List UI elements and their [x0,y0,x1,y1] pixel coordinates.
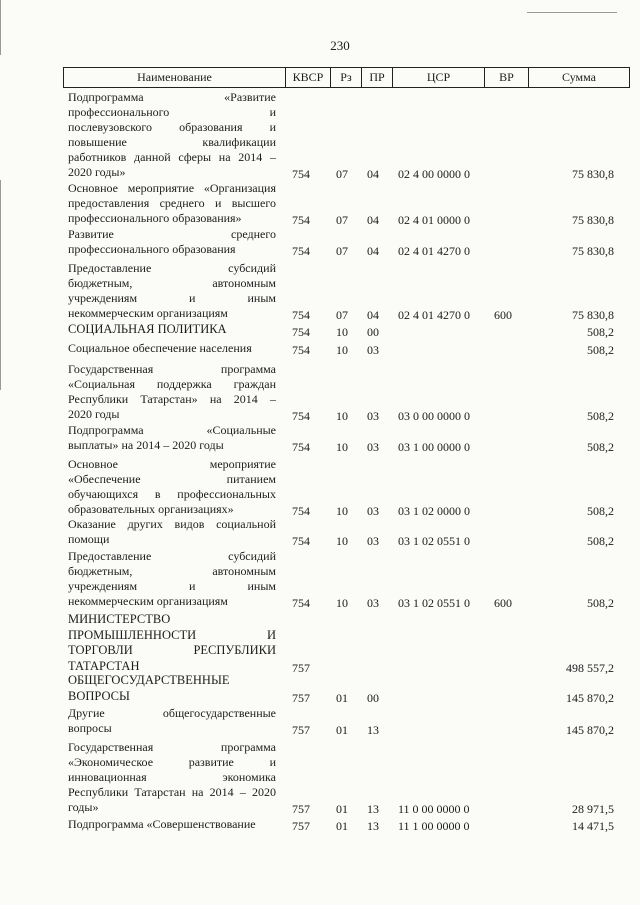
table-row [0,423,640,455]
row-name-line: ТОРГОВЛИ РЕСПУБЛИКИ [68,643,276,657]
pr-cell: 13 [367,819,379,833]
kvsr-cell: 754 [292,409,310,423]
pr-cell: 13 [367,802,379,816]
kvsr-cell: 754 [292,504,310,518]
csr-cell: 11 0 00 0000 0 [398,802,470,816]
row-name-line: «Обеспечение питанием [68,472,276,486]
row-name-line: Подпрограмма «Социальные [68,423,276,437]
row-name-line: Другие общегосударственные [68,706,276,720]
row-name [68,673,276,704]
sum-cell: 508,2 [587,596,614,610]
row-name [68,341,276,356]
kvsr-cell: 754 [292,213,310,227]
row-name-line: Республики Татарстан на 2014 – 2020 [68,785,276,799]
column-header-pr: ПР [361,68,392,87]
pr-cell: 03 [367,504,379,518]
rz-cell: 10 [336,409,348,423]
kvsr-cell: 757 [292,802,310,816]
sum-cell: 508,2 [587,534,614,548]
rz-cell: 07 [336,167,348,181]
kvsr-cell: 754 [292,244,310,258]
row-name-line: МИНИСТЕРСТВО [68,612,171,626]
column-header-vr: ВР [484,68,528,87]
table-row [0,362,640,424]
sum-cell: 498 557,2 [566,661,614,675]
pr-cell: 00 [367,325,379,339]
row-name-line: СОЦИАЛЬНАЯ ПОЛИТИКА [68,322,227,336]
sum-cell: 508,2 [587,440,614,454]
column-header-csr: ЦСР [392,68,484,87]
row-name-line: Предоставление субсидий [68,549,276,563]
table-row [0,549,640,611]
rz-cell: 07 [336,244,348,258]
kvsr-cell: 754 [292,534,310,548]
pr-cell: 04 [367,167,379,181]
kvsr-cell: 754 [292,343,310,357]
row-name-line: некоммерческим организациям [68,306,228,320]
sum-cell: 14 471,5 [572,819,614,833]
row-name [68,706,276,736]
sum-cell: 145 870,2 [566,691,614,705]
row-name-line: инновационная экономика [68,770,276,784]
row-name [68,457,276,517]
table-row [0,817,640,834]
column-header-kvsr: КВСР [285,68,330,87]
row-name-line: 2020 годы [68,407,120,421]
kvsr-cell: 754 [292,325,310,339]
row-name-line: годы» [68,800,99,814]
row-name [68,362,276,422]
sum-cell: 145 870,2 [566,723,614,737]
table-row [0,261,640,323]
row-name-line: Подпрограмма «Совершенствование [68,817,256,831]
rz-cell: 01 [336,802,348,816]
row-name-line: образовательных организациях» [68,502,234,516]
csr-cell: 02 4 01 4270 0 [398,308,470,322]
row-name [68,227,276,257]
row-name-line: ТАТАРСТАН [68,658,140,673]
csr-cell: 02 4 01 0000 0 [398,213,470,227]
row-name-line: учреждениям и иным [68,291,276,305]
page-number: 230 [330,38,350,53]
row-name [68,181,276,226]
pr-cell: 03 [367,596,379,610]
row-name-line: Государственная программа [68,740,276,754]
sum-cell: 508,2 [587,504,614,518]
row-name-line: «Социальная поддержка граждан [68,377,276,391]
row-name-line: Подпрограмма «Развитие [68,90,276,104]
table-row [0,181,640,228]
csr-cell: 03 1 02 0000 0 [398,504,470,518]
row-name [68,322,276,338]
row-name-line: предоставления среднего и высшего [68,196,276,210]
row-name-line: профессионального образования» [68,211,242,225]
rz-cell: 10 [336,343,348,357]
rz-cell: 10 [336,534,348,548]
sum-cell: 75 830,8 [572,308,614,322]
row-name-line: учреждениям и иным [68,579,276,593]
csr-cell: 02 4 01 4270 0 [398,244,470,258]
row-name-line: Оказание других видов социальной [68,517,276,531]
table-row [0,322,640,340]
rz-cell: 01 [336,819,348,833]
kvsr-cell: 754 [292,308,310,322]
sum-cell: 75 830,8 [572,167,614,181]
sum-cell: 28 971,5 [572,802,614,816]
table-row [0,227,640,259]
table-row [0,612,640,676]
row-name-line: ВОПРОСЫ [68,688,130,703]
row-name-line: некоммерческим организациям [68,594,228,608]
row-name-line: бюджетным, автономным [68,564,276,578]
row-name-line: ОБЩЕГОСУДАРСТВЕННЫЕ [68,673,230,687]
pr-cell: 03 [367,440,379,454]
row-name [68,517,276,547]
row-name [68,817,276,832]
pr-cell: 13 [367,723,379,737]
rz-cell: 01 [336,723,348,737]
vr-cell: 600 [494,308,512,322]
column-header-sum: Сумма [528,68,629,87]
scan-edge-mark-right-top [527,12,617,13]
row-name-line: выплаты» на 2014 – 2020 годы [68,438,224,452]
sum-cell: 508,2 [587,409,614,423]
table-row [0,673,640,706]
row-name [68,423,276,453]
row-name-line: Развитие среднего [68,227,276,241]
row-name-line: Социальное обеспечение населения [68,341,252,355]
row-name-line: помощи [68,532,110,546]
row-name-line: повышение квалификации [68,135,276,149]
pr-cell: 03 [367,343,379,357]
row-name-line: профессионального и [68,105,276,119]
row-name [68,549,276,609]
sum-cell: 508,2 [587,325,614,339]
row-name-line: бюджетным, автономным [68,276,276,290]
rz-cell: 07 [336,213,348,227]
kvsr-cell: 757 [292,661,310,675]
row-name [68,90,276,180]
rz-cell: 10 [336,596,348,610]
csr-cell: 03 1 02 0551 0 [398,534,470,548]
table-header [63,67,630,88]
row-name-line: вопросы [68,721,112,735]
rz-cell: 07 [336,308,348,322]
pr-cell: 04 [367,213,379,227]
csr-cell: 11 1 00 0000 0 [398,819,470,833]
row-name-line: «Экономическое развитие и [68,755,276,769]
sum-cell: 75 830,8 [572,213,614,227]
row-name-line: Основное мероприятие «Организация [68,181,276,195]
row-name-line: обучающихся в профессиональных [68,487,276,501]
table-row [0,341,640,358]
pr-cell: 04 [367,244,379,258]
sum-cell: 508,2 [587,343,614,357]
row-name-line: работников данной сферы на 2014 – [68,150,276,164]
table-row [0,706,640,738]
vr-cell: 600 [494,596,512,610]
csr-cell: 03 1 00 0000 0 [398,440,470,454]
csr-cell: 03 1 02 0551 0 [398,596,470,610]
csr-cell: 02 4 00 0000 0 [398,167,470,181]
kvsr-cell: 757 [292,819,310,833]
row-name-line: послевузовского образования и [68,120,276,134]
row-name-line: профессионального образования [68,242,236,256]
pr-cell: 00 [367,691,379,705]
pr-cell: 04 [367,308,379,322]
row-name-line: ПРОМЫШЛЕННОСТИ И [68,627,276,642]
table-row [0,517,640,549]
rz-cell: 10 [336,504,348,518]
row-name-line: Государственная программа [68,362,276,376]
kvsr-cell: 757 [292,691,310,705]
row-name [68,612,276,674]
kvsr-cell: 754 [292,440,310,454]
column-header-name: Наименование [137,70,212,84]
table-row [0,90,640,182]
table-row [0,457,640,519]
row-name-line: Республики Татарстан» на 2014 – [68,392,276,406]
kvsr-cell: 757 [292,723,310,737]
row-name-line: Основное мероприятие [68,457,276,471]
rz-cell: 10 [336,440,348,454]
row-name-line: Предоставление субсидий [68,261,276,275]
csr-cell: 03 0 00 0000 0 [398,409,470,423]
pr-cell: 03 [367,409,379,423]
rz-cell: 01 [336,691,348,705]
kvsr-cell: 754 [292,167,310,181]
pr-cell: 03 [367,534,379,548]
rz-cell: 10 [336,325,348,339]
row-name [68,261,276,321]
kvsr-cell: 754 [292,596,310,610]
sum-cell: 75 830,8 [572,244,614,258]
column-header-rz: Рз [330,68,361,87]
row-name [68,740,276,815]
table-row [0,740,640,817]
row-name-line: 2020 годы» [68,165,126,179]
